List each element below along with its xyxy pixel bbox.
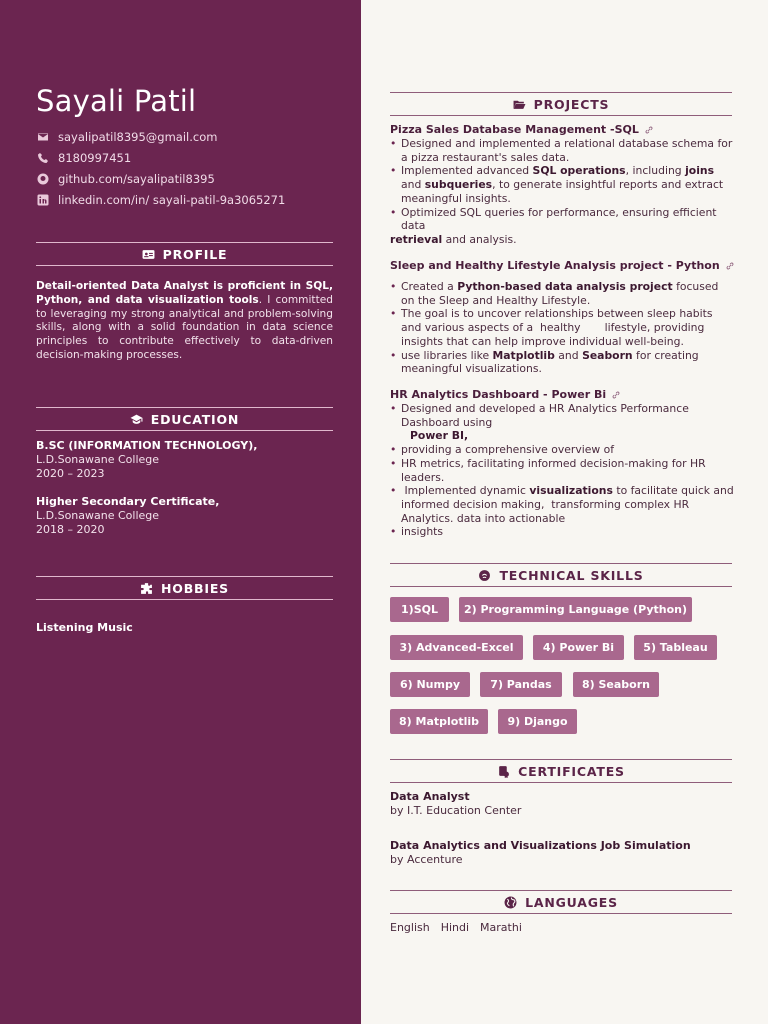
education-item-2: Higher Secondary Certificate, L.D.Sonawane College 2018 – 2020 — [36, 495, 220, 536]
list-item: • HR metrics, facilitating informed decision-making for HR leaders. — [390, 457, 735, 484]
list-item: • Implemented dynamic visualizations to facilitate quick and informed decision making, transforming complex HR Analytics. data into actionable — [390, 484, 735, 525]
brain-icon — [478, 569, 491, 582]
list-item: • The goal is to uncover relationships between sleep habits and various aspects of a healthy lifestyle, providing insights that can help improve individual well-being. — [390, 307, 735, 348]
project-bullets-2 — [390, 280, 735, 376]
skill-chip: 5) Tableau — [634, 635, 717, 660]
skill-chip: 2) Programming Language (Python) — [459, 597, 692, 622]
project-title-2[interactable]: Sleep and Healthy Lifestyle Analysis project - Python — [390, 259, 735, 272]
folder-open-icon — [513, 98, 526, 111]
certificate-item-2: Data Analytics and Visualizations Job Simulation by Accenture — [390, 839, 691, 866]
envelope-icon — [36, 131, 49, 144]
list-item: • Designed and implemented a relational database schema for a pizza restaurant's sales data. — [390, 137, 735, 164]
profile-summary: Detail-oriented Data Analyst is proficient in SQL, Python, and data visualization tools. I committed to leveraging my strong analytical and problem-solving skills, along with a solid foundation in data science principles to contribute effectively to data-driven decision-making processes. — [36, 280, 333, 361]
github-text: github.com/sayalipatil8395 — [58, 172, 215, 186]
list-item: • Designed and developed a HR Analytics Performance Dashboard using — [390, 402, 735, 429]
skill-chip: 1)SQL — [390, 597, 449, 622]
certificates-heading: CERTIFICATES — [390, 759, 732, 783]
sidebar — [0, 0, 361, 1024]
contact-email[interactable] — [36, 130, 217, 144]
project-title-1[interactable]: Pizza Sales Database Management -SQL — [390, 123, 654, 136]
list-item: Power BI, — [410, 429, 469, 443]
skill-chip: 6) Numpy — [390, 672, 470, 697]
puzzle-icon — [140, 582, 153, 595]
education-heading: EDUCATION — [36, 407, 333, 431]
skill-chip: 9) Django — [498, 709, 577, 734]
certificate-item-1: Data Analyst by I.T. Education Center — [390, 790, 522, 817]
graduation-cap-icon — [130, 413, 143, 426]
list-item: retrieval and analysis. — [390, 232, 517, 246]
link-icon — [644, 125, 654, 135]
main-column — [361, 0, 768, 1024]
project-title-3[interactable]: HR Analytics Dashboard - Power Bi — [390, 388, 621, 401]
projects-heading: PROJECTS — [390, 92, 732, 116]
certificate-icon — [497, 765, 510, 778]
link-icon — [611, 390, 621, 400]
list-item: • use libraries like Matplotlib and Seaborn for creating meaningful visualizations. — [390, 349, 735, 376]
skill-chip: 4) Power Bi — [533, 635, 624, 660]
github-icon — [36, 173, 49, 186]
phone-icon — [36, 152, 49, 165]
list-item: • providing a comprehensive overview of — [390, 443, 735, 457]
project-bullets-1 — [390, 137, 735, 247]
skills-heading: TECHNICAL SKILLS — [390, 563, 732, 587]
email-text: sayalipatil8395@gmail.com — [58, 130, 218, 144]
contact-phone[interactable] — [36, 151, 131, 165]
list-item: • insights — [390, 525, 735, 539]
contact-github[interactable] — [36, 172, 215, 186]
list-item: • Optimized SQL queries for performance, ensuring efficient data — [390, 206, 735, 233]
skill-chip: 3) Advanced-Excel — [390, 635, 523, 660]
linkedin-icon — [36, 194, 49, 207]
languages-heading: LANGUAGES — [390, 890, 732, 914]
skill-chip: 7) Pandas — [480, 672, 562, 697]
profile-heading: PROFILE — [36, 242, 333, 266]
skill-chip: 8) Seaborn — [573, 672, 659, 697]
list-item: • Implemented advanced SQL operations, including joins and subqueries, to generate insightful reports and extract meaningful insights. — [390, 164, 735, 205]
skill-chip: 8) Matplotlib — [390, 709, 488, 734]
link-icon — [725, 261, 735, 271]
languages-list: English Hindi Marathi — [390, 921, 522, 934]
list-item: • Created a Python-based data analysis project focused on the Sleep and Healthy Lifestyle. — [390, 280, 735, 307]
phone-text: 8180997451 — [58, 151, 132, 165]
candidate-name: Sayali Patil — [36, 84, 197, 118]
globe-icon — [504, 896, 517, 909]
linkedin-text: linkedin.com/in/ sayali-patil-9a3065271 — [58, 193, 286, 207]
hobby-item: Listening Music — [36, 621, 133, 634]
hobbies-heading: HOBBIES — [36, 576, 333, 600]
contact-linkedin[interactable] — [36, 193, 285, 207]
project-bullets-3 — [390, 402, 738, 539]
id-card-icon — [142, 248, 155, 261]
education-item-1: B.SC (INFORMATION TECHNOLOGY), L.D.Sonawane College 2020 – 2023 — [36, 439, 258, 480]
